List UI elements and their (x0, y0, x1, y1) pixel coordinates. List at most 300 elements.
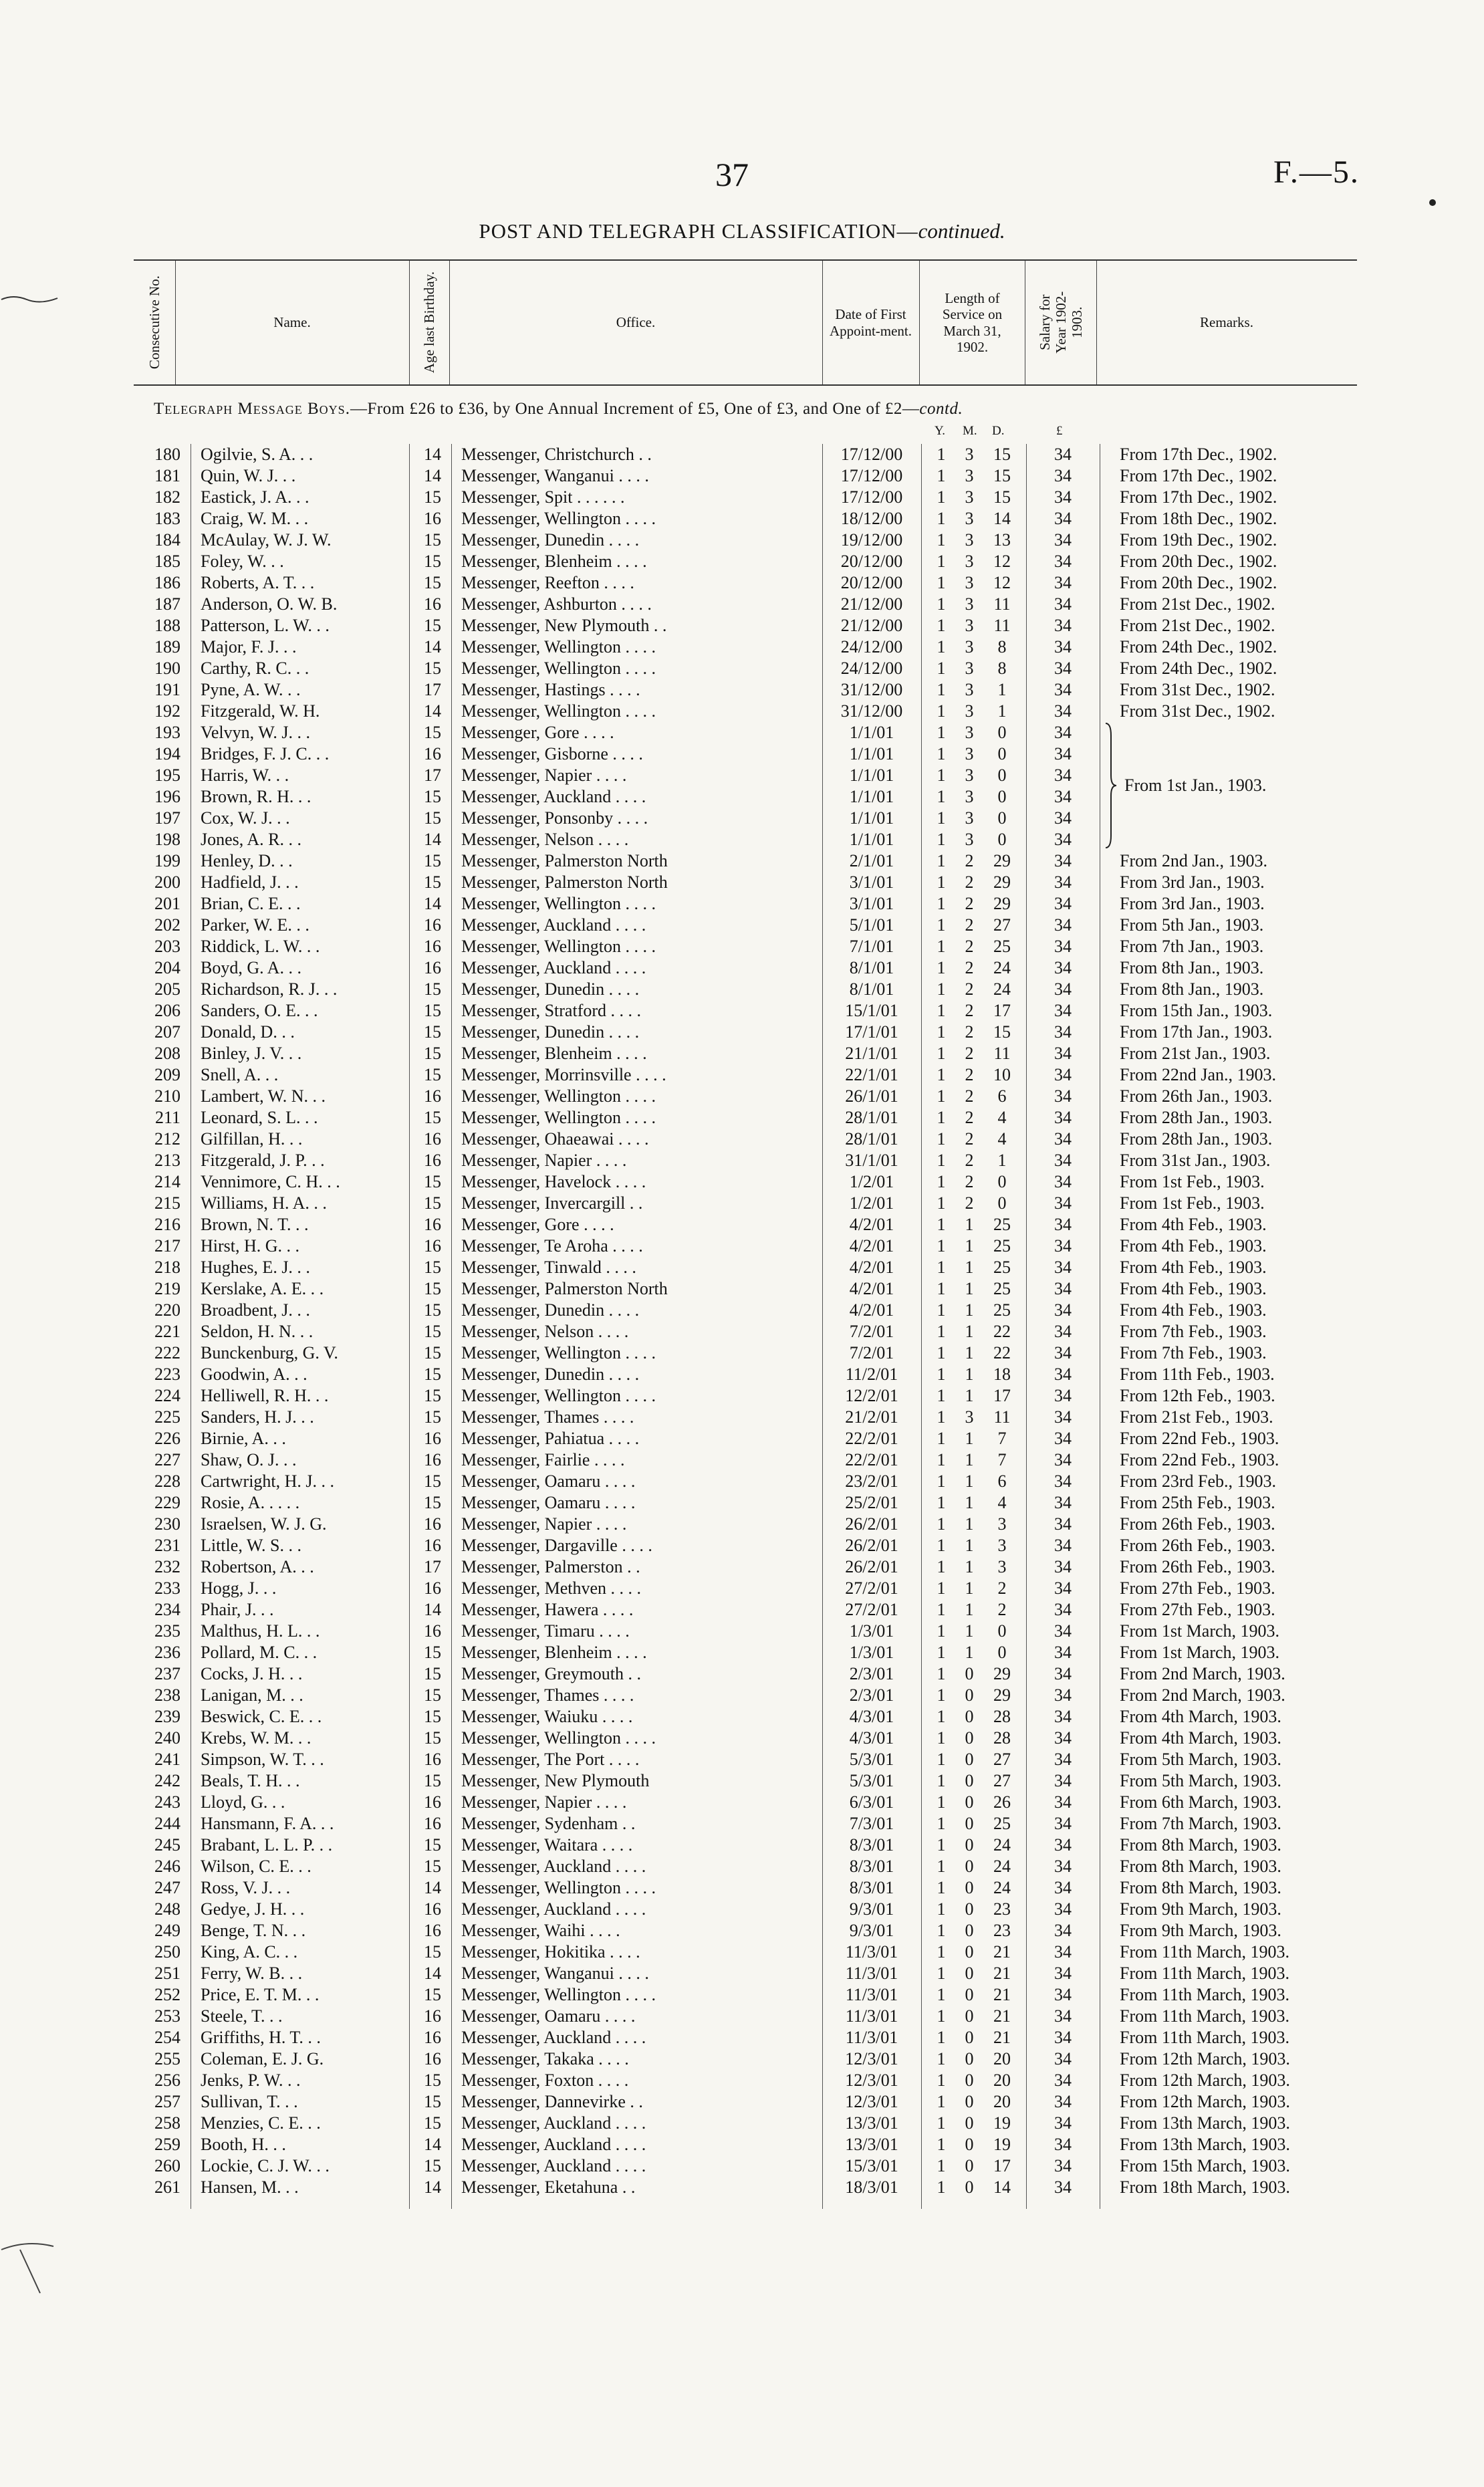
row-remarks: From 4th Feb., 1903. (1120, 1258, 1267, 1277)
row-years: 1 (937, 2049, 946, 2068)
row-remarks: From 9th March, 1903. (1120, 1921, 1281, 1940)
section-heading (154, 400, 1357, 419)
row-age: 16 (424, 1536, 441, 1555)
row-age: 15 (424, 1942, 441, 1962)
row-date: 31/1/01 (845, 1151, 898, 1170)
row-years: 1 (937, 701, 946, 721)
row-age: 16 (424, 1086, 441, 1106)
header-age (409, 261, 450, 384)
row-office: Messenger, Waitara . . . . (461, 1835, 633, 1855)
row-date: 1/3/01 (849, 1621, 894, 1641)
row-remarks: From 20th Dec., 1902. (1120, 552, 1277, 571)
row-number: 187 (154, 594, 180, 614)
row-salary: 34 (1054, 1343, 1072, 1363)
row-date: 31/12/00 (840, 680, 903, 699)
row-months: 2 (965, 937, 974, 956)
row-years: 1 (937, 872, 946, 892)
row-name: Beals, T. H. . . (201, 1771, 300, 1790)
row-years: 1 (937, 830, 946, 849)
row-date: 11/3/01 (845, 1985, 898, 2004)
table-header (134, 259, 1357, 386)
row-months: 2 (965, 1044, 974, 1063)
row-months: 1 (965, 1258, 974, 1277)
table-row (0, 743, 1484, 765)
row-date: 11/3/01 (845, 1942, 898, 1962)
row-name: Rosie, A. . . . . (201, 1493, 300, 1512)
row-age: 15 (424, 1322, 441, 1341)
row-name: Richardson, R. J. . . (201, 979, 338, 999)
row-years: 1 (937, 1664, 946, 1683)
row-number: 211 (154, 1108, 180, 1127)
row-date: 31/12/00 (840, 701, 903, 721)
row-office: Messenger, Oamaru . . . . (461, 2006, 636, 2026)
row-years: 1 (937, 2006, 946, 2026)
row-remarks: From 18th Dec., 1902. (1120, 509, 1277, 528)
row-days: 20 (993, 2092, 1011, 2111)
row-years: 1 (937, 1493, 946, 1512)
table-row (0, 979, 1484, 1000)
row-age: 15 (424, 723, 441, 742)
row-number: 236 (154, 1643, 180, 1662)
row-name: Hirst, H. G. . . (201, 1236, 300, 1256)
row-name: Robertson, A. . . (201, 1557, 314, 1576)
row-number: 192 (154, 701, 180, 721)
row-name: Parker, W. E. . . (201, 915, 310, 935)
row-date: 8/3/01 (849, 1878, 894, 1897)
row-salary: 34 (1054, 894, 1072, 913)
row-office: Messenger, Auckland . . . . (461, 958, 646, 977)
row-name: Pollard, M. C. . . (201, 1643, 318, 1662)
row-months: 3 (965, 594, 974, 614)
row-years: 1 (937, 787, 946, 806)
row-months: 0 (965, 2113, 974, 2133)
row-days: 11 (993, 594, 1011, 614)
row-remarks: From 22nd Feb., 1903. (1120, 1429, 1279, 1448)
row-months: 0 (965, 1921, 974, 1940)
row-name: Little, W. S. . . (201, 1536, 301, 1555)
row-salary: 34 (1054, 616, 1072, 635)
table-row (0, 551, 1484, 572)
row-years: 1 (937, 2028, 946, 2047)
row-years: 1 (937, 1942, 946, 1962)
row-days: 1 (997, 701, 1007, 721)
table-row (0, 444, 1484, 465)
row-age: 16 (424, 1921, 441, 1940)
row-name: Sanders, O. E. . . (201, 1001, 318, 1020)
row-months: 2 (965, 1065, 974, 1084)
row-years: 1 (937, 1044, 946, 1063)
row-date: 13/3/01 (845, 2113, 898, 2133)
row-name: Brown, R. H. . . (201, 787, 312, 806)
row-months: 3 (965, 830, 974, 849)
row-date: 11/2/01 (845, 1365, 898, 1384)
row-years: 1 (937, 2156, 946, 2175)
table-row (0, 915, 1484, 936)
row-salary: 34 (1054, 1857, 1072, 1876)
row-date: 4/2/01 (849, 1279, 894, 1298)
table-row (0, 2155, 1484, 2177)
row-age: 15 (424, 851, 441, 870)
table-row (0, 2134, 1484, 2155)
row-number: 256 (154, 2070, 180, 2090)
row-date: 9/3/01 (849, 1899, 894, 1919)
row-number: 208 (154, 1044, 180, 1063)
row-remarks: From 25th Feb., 1903. (1120, 1493, 1275, 1512)
row-salary: 34 (1054, 1236, 1072, 1256)
row-office: Messenger, Hokitika . . . . (461, 1942, 640, 1962)
row-salary: 34 (1054, 915, 1072, 935)
table-row (0, 1043, 1484, 1064)
table-row (0, 1150, 1484, 1171)
section-description: —From £26 to £36, by One Annual Increment of £5, One of £3, and One of £2— (350, 400, 920, 418)
row-years: 1 (937, 744, 946, 763)
row-salary: 34 (1054, 872, 1072, 892)
row-age: 14 (424, 830, 441, 849)
header-office-label: Office. (616, 314, 656, 331)
row-office: Messenger, Auckland . . . . (461, 1899, 646, 1919)
row-days: 2 (997, 1578, 1007, 1598)
row-months: 3 (965, 466, 974, 485)
table-row (0, 1856, 1484, 1877)
row-office: Messenger, Dunedin . . . . (461, 530, 640, 550)
row-years: 1 (937, 2070, 946, 2090)
row-days: 1 (997, 1151, 1007, 1170)
row-days: 19 (993, 2135, 1011, 2154)
row-number: 233 (154, 1578, 180, 1598)
row-date: 2/1/01 (849, 851, 894, 870)
table-row (0, 1963, 1484, 1984)
row-date: 26/2/01 (845, 1557, 898, 1576)
row-years: 1 (937, 1985, 946, 2004)
row-salary: 34 (1054, 1643, 1072, 1662)
row-days: 26 (993, 1792, 1011, 1812)
row-office: Messenger, Christchurch . . (461, 445, 652, 464)
table-row (0, 2091, 1484, 2113)
row-months: 1 (965, 1471, 974, 1491)
row-months: 0 (965, 1942, 974, 1962)
row-remarks: From 11th March, 1903. (1120, 2028, 1289, 2047)
row-days: 7 (997, 1429, 1007, 1448)
row-age: 15 (424, 1172, 441, 1191)
row-remarks: From 17th Jan., 1903. (1120, 1022, 1273, 1042)
row-days: 13 (993, 530, 1011, 550)
row-remarks: From 1st Feb., 1903. (1120, 1193, 1265, 1213)
row-salary: 34 (1054, 1108, 1072, 1127)
row-date: 25/2/01 (845, 1493, 898, 1512)
row-salary: 34 (1054, 2028, 1072, 2047)
row-office: Messenger, Ohaeawai . . . . (461, 1129, 649, 1149)
row-date: 4/3/01 (849, 1707, 894, 1726)
row-months: 1 (965, 1493, 974, 1512)
table-row (0, 1235, 1484, 1257)
table-row (0, 1129, 1484, 1150)
row-date: 28/1/01 (845, 1108, 898, 1127)
row-days: 21 (993, 1942, 1011, 1962)
row-name: Beswick, C. E. . . (201, 1707, 322, 1726)
row-remarks: From 8th March, 1903. (1120, 1857, 1281, 1876)
table-row (0, 1834, 1484, 1856)
row-months: 3 (965, 445, 974, 464)
row-office: Messenger, Oamaru . . . . (461, 1493, 636, 1512)
row-office: Messenger, Fairlie . . . . (461, 1450, 625, 1469)
table-row (0, 2027, 1484, 2048)
row-months: 3 (965, 487, 974, 507)
row-salary: 34 (1054, 1279, 1072, 1298)
row-remarks: From 22nd Jan., 1903. (1120, 1065, 1276, 1084)
row-months: 0 (965, 1964, 974, 1983)
row-number: 212 (154, 1129, 180, 1149)
row-name: Kerslake, A. E. . . (201, 1279, 324, 1298)
row-months: 0 (965, 1771, 974, 1790)
row-age: 16 (424, 1514, 441, 1534)
row-remarks: From 1st March, 1903. (1120, 1621, 1280, 1641)
page-title (0, 219, 1484, 243)
row-age: 16 (424, 2049, 441, 2068)
row-name: Steele, T. . . (201, 2006, 283, 2026)
row-name: Brian, C. E. . . (201, 894, 301, 913)
row-months: 0 (965, 2156, 974, 2175)
row-name: Wilson, C. E. . . (201, 1857, 312, 1876)
row-days: 15 (993, 466, 1011, 485)
row-days: 23 (993, 1921, 1011, 1940)
row-name: Harris, W. . . (201, 765, 289, 785)
row-years: 1 (937, 1429, 946, 1448)
row-age: 16 (424, 1792, 441, 1812)
row-date: 17/12/00 (840, 466, 903, 485)
row-number: 218 (154, 1258, 180, 1277)
row-salary: 34 (1054, 1514, 1072, 1534)
row-number: 258 (154, 2113, 180, 2133)
row-number: 224 (154, 1386, 180, 1405)
row-age: 16 (424, 509, 441, 528)
row-remarks: From 31st Dec., 1902. (1120, 680, 1275, 699)
row-remarks: From 12th March, 1903. (1120, 2070, 1290, 2090)
row-name: Brown, N. T. . . (201, 1215, 309, 1234)
row-months: 0 (965, 1685, 974, 1705)
row-salary: 34 (1054, 1536, 1072, 1555)
row-date: 8/1/01 (849, 979, 894, 999)
row-months: 1 (965, 1215, 974, 1234)
row-years: 1 (937, 851, 946, 870)
row-office: Messenger, Auckland . . . . (461, 2135, 646, 2154)
row-date: 19/12/00 (840, 530, 903, 550)
row-date: 21/12/00 (840, 616, 903, 635)
row-salary: 34 (1054, 1407, 1072, 1427)
ink-dot (1429, 199, 1436, 206)
table-row (0, 2177, 1484, 2198)
row-days: 8 (997, 637, 1007, 657)
row-months: 3 (965, 723, 974, 742)
row-age: 15 (424, 2156, 441, 2175)
row-remarks: From 23rd Feb., 1903. (1120, 1471, 1276, 1491)
row-name: Boyd, G. A. . . (201, 958, 301, 977)
row-office: Messenger, Nelson . . . . (461, 830, 629, 849)
row-age: 15 (424, 1707, 441, 1726)
table-row (0, 936, 1484, 957)
row-age: 15 (424, 2092, 441, 2111)
row-years: 1 (937, 1964, 946, 1983)
row-years: 1 (937, 2092, 946, 2111)
row-months: 3 (965, 1407, 974, 1427)
row-years: 1 (937, 1728, 946, 1748)
row-number: 252 (154, 1985, 180, 2004)
row-age: 15 (424, 979, 441, 999)
row-date: 17/1/01 (845, 1022, 898, 1042)
row-salary: 34 (1054, 1065, 1072, 1084)
row-months: 3 (965, 808, 974, 828)
row-years: 1 (937, 1707, 946, 1726)
row-remarks: From 17th Dec., 1902. (1120, 466, 1277, 485)
row-months: 2 (965, 979, 974, 999)
row-date: 1/3/01 (849, 1643, 894, 1662)
row-age: 16 (424, 1215, 441, 1234)
table-row (0, 1984, 1484, 2006)
row-age: 16 (424, 1750, 441, 1769)
row-number: 238 (154, 1685, 180, 1705)
row-name: Brabant, L. L. P. . . (201, 1835, 333, 1855)
row-days: 11 (993, 616, 1011, 635)
row-age: 14 (424, 466, 441, 485)
row-office: Messenger, Wanganui . . . . (461, 466, 649, 485)
row-number: 230 (154, 1514, 180, 1534)
table-row (0, 1877, 1484, 1899)
row-months: 1 (965, 1557, 974, 1576)
row-name: Patterson, L. W. . . (201, 616, 330, 635)
row-months: 0 (965, 1899, 974, 1919)
row-remarks: From 28th Jan., 1903. (1120, 1108, 1273, 1127)
table-row (0, 1599, 1484, 1621)
row-office: Messenger, Te Aroha . . . . (461, 1236, 643, 1256)
row-years: 1 (937, 1621, 946, 1641)
row-number: 210 (154, 1086, 180, 1106)
row-date: 24/12/00 (840, 659, 903, 678)
row-remarks: From 8th Jan., 1903. (1120, 979, 1264, 999)
row-days: 29 (993, 1664, 1011, 1683)
row-number: 235 (154, 1621, 180, 1641)
row-months: 0 (965, 1814, 974, 1833)
table-row (0, 1578, 1484, 1599)
row-number: 234 (154, 1600, 180, 1619)
row-age: 15 (424, 1728, 441, 1748)
row-months: 2 (965, 851, 974, 870)
row-office: Messenger, Oamaru . . . . (461, 1471, 636, 1491)
row-age: 14 (424, 445, 441, 464)
row-salary: 34 (1054, 2006, 1072, 2026)
row-age: 15 (424, 1365, 441, 1384)
row-days: 10 (993, 1065, 1011, 1084)
row-office: Messenger, Wellington . . . . (461, 1108, 656, 1127)
row-name: Major, F. J. . . (201, 637, 297, 657)
row-name: Fitzgerald, J. P. . . (201, 1151, 325, 1170)
row-remarks: From 11th Feb., 1903. (1120, 1365, 1275, 1384)
row-salary: 34 (1054, 1814, 1072, 1833)
row-salary: 34 (1054, 1151, 1072, 1170)
margin-scratch-top (0, 287, 60, 314)
table-row (0, 1022, 1484, 1043)
row-months: 1 (965, 1236, 974, 1256)
row-age: 16 (424, 2028, 441, 2047)
row-days: 11 (993, 1407, 1011, 1427)
row-number: 199 (154, 851, 180, 870)
row-name: Ross, V. J. . . (201, 1878, 291, 1897)
row-months: 2 (965, 1193, 974, 1213)
header-date-label: Date of First Appoint-ment. (829, 306, 912, 339)
row-age: 14 (424, 637, 441, 657)
row-years: 1 (937, 894, 946, 913)
row-remarks: From 2nd Jan., 1903. (1120, 851, 1267, 870)
row-age: 16 (424, 1578, 441, 1598)
row-remarks: From 13th March, 1903. (1120, 2113, 1290, 2133)
row-salary: 34 (1054, 1942, 1072, 1962)
row-days: 28 (993, 1707, 1011, 1726)
row-number: 198 (154, 830, 180, 849)
row-name: Hansmann, F. A. . . (201, 1814, 334, 1833)
row-date: 12/3/01 (845, 2092, 898, 2111)
row-months: 1 (965, 1536, 974, 1555)
row-months: 3 (965, 659, 974, 678)
row-age: 15 (424, 1193, 441, 1213)
row-remarks: From 24th Dec., 1902. (1120, 659, 1277, 678)
row-office: Messenger, Waiuku . . . . (461, 1707, 633, 1726)
table-row (0, 658, 1484, 679)
row-remarks: From 27th Feb., 1903. (1120, 1578, 1275, 1598)
margin-scratch-bottom (0, 2220, 80, 2300)
row-days: 22 (993, 1343, 1011, 1363)
table-row (0, 594, 1484, 615)
row-remarks: From 3rd Jan., 1903. (1120, 872, 1265, 892)
header-length-label: Length of Service on March 31, 1902. (942, 290, 1003, 355)
row-age: 16 (424, 937, 441, 956)
row-name: Israelsen, W. J. G. (201, 1514, 327, 1534)
row-date: 1/1/01 (849, 765, 894, 785)
row-office: Messenger, Foxton . . . . (461, 2070, 629, 2090)
row-age: 16 (424, 1621, 441, 1641)
row-years: 1 (937, 1578, 946, 1598)
header-age-label: Age last Birthday. (420, 271, 437, 374)
row-number: 261 (154, 2177, 180, 2197)
row-office: Messenger, Ponsonby . . . . (461, 808, 648, 828)
remarks-brace (1104, 722, 1118, 849)
row-name: Leonard, S. L. . . (201, 1108, 318, 1127)
row-salary: 34 (1054, 2092, 1072, 2111)
row-office: Messenger, Wellington . . . . (461, 1386, 656, 1405)
row-date: 8/3/01 (849, 1857, 894, 1876)
row-office: Messenger, Palmerston North (461, 851, 668, 870)
row-months: 1 (965, 1343, 974, 1363)
row-name: Birnie, A. . . (201, 1429, 286, 1448)
row-name: Coleman, E. J. G. (201, 2049, 324, 2068)
row-age: 15 (424, 552, 441, 571)
table-row (0, 1556, 1484, 1578)
row-days: 24 (993, 958, 1011, 977)
row-days: 0 (997, 787, 1007, 806)
table-row (0, 1086, 1484, 1107)
row-name: Ogilvie, S. A. . . (201, 445, 314, 464)
row-office: Messenger, Wellington . . . . (461, 1985, 656, 2004)
row-date: 26/1/01 (845, 1086, 898, 1106)
row-years: 1 (937, 2113, 946, 2133)
table-row (0, 1064, 1484, 1086)
row-office: Messenger, Havelock . . . . (461, 1172, 646, 1191)
row-years: 1 (937, 937, 946, 956)
row-office: Messenger, Auckland . . . . (461, 2028, 646, 2047)
row-number: 209 (154, 1065, 180, 1084)
row-remarks: From 26th Jan., 1903. (1120, 1086, 1273, 1106)
row-years: 1 (937, 1407, 946, 1427)
row-name: Hughes, E. J. . . (201, 1258, 310, 1277)
row-salary: 34 (1054, 466, 1072, 485)
row-salary: 34 (1054, 1728, 1072, 1748)
